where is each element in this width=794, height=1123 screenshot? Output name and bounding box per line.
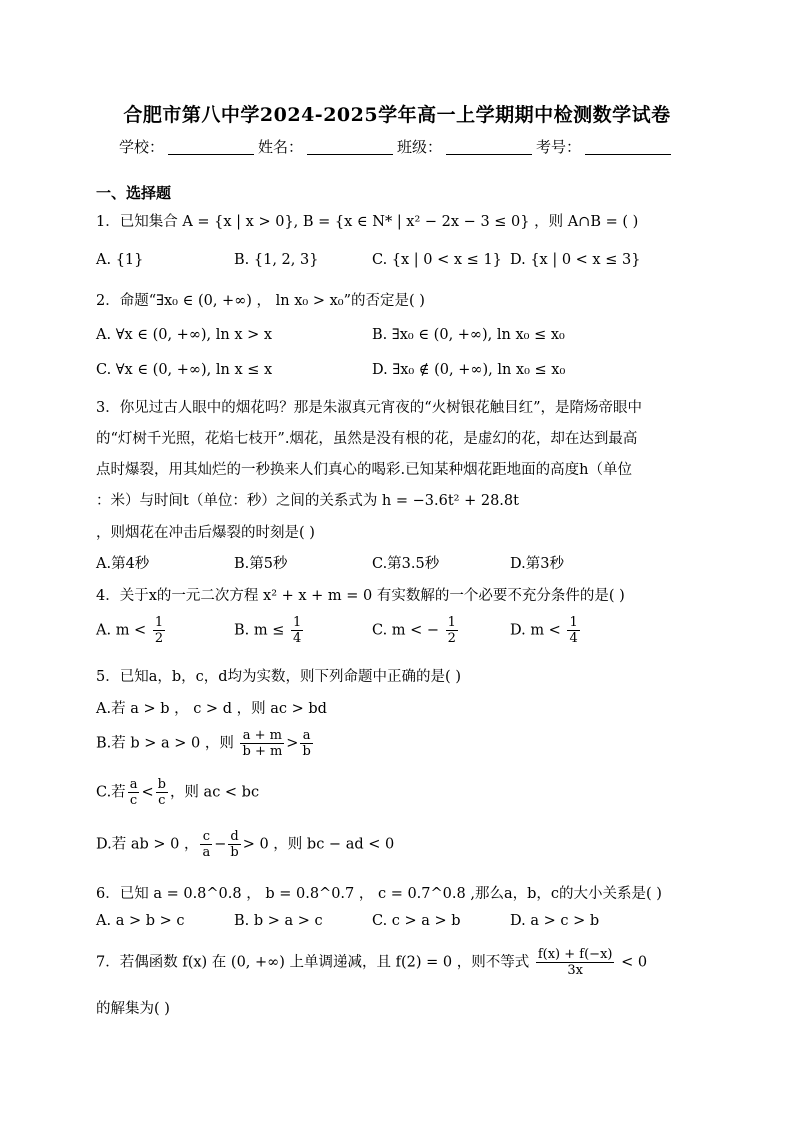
q2-stem: 2．命题“∃x₀ ∈ (0, +∞) ， ln x₀ > x₀”的否定是( ): [96, 293, 425, 309]
q5-b-operator: >: [286, 735, 299, 752]
q7-fraction: [536, 947, 615, 978]
q5-c-numerator-1: a: [129, 777, 138, 792]
school-blank: [168, 140, 254, 155]
q5-d-fraction-1: [200, 829, 212, 860]
q3-option-b: B.第5秒: [234, 556, 288, 572]
q5-b-denominator-2: b: [302, 744, 311, 759]
q4-b-fraction: [291, 615, 303, 646]
q4-option-a: [96, 615, 167, 646]
q3-line-2: 的“灯树千光照，花焰七枝开”.烟花，虽然是没有根的花，是虚幻的花，却在达到最高: [96, 431, 638, 447]
q2-option-a: A. ∀x ∈ (0, +∞), ln x > x: [96, 327, 273, 343]
q2-option-c: C. ∀x ∈ (0, +∞), ln x ≤ x: [96, 362, 273, 378]
student-info-row: [0, 136, 794, 157]
q3-option-d: D.第3秒: [510, 556, 564, 572]
q1-option-c: C. {x | 0 < x ≤ 1}: [372, 252, 502, 268]
q4-option-c: [372, 615, 460, 646]
q4-c-numerator: 1: [447, 615, 456, 630]
q7-line-2: 的解集为( ): [96, 1001, 170, 1017]
q5-d-fraction-2: [228, 829, 240, 860]
q4-a-denominator: 2: [154, 631, 164, 646]
q4-d-fraction: [567, 615, 579, 646]
q4-c-denominator: 2: [447, 631, 456, 646]
q5-d-numerator-2: d: [230, 829, 239, 844]
q5-c-suffix: ，则 ac < bc: [169, 784, 260, 801]
name-label: 姓名：: [257, 138, 303, 156]
class-label: 班级：: [397, 138, 443, 156]
q5-option-a: A.若 a > b ， c > d ，则 ac > bd: [96, 701, 327, 717]
q5-c-fraction-2: [156, 777, 168, 808]
name-blank: [307, 140, 393, 155]
q5-b-prefix: B.若 b > a > 0 ，则: [96, 735, 234, 752]
q1-option-b: B. {1, 2, 3}: [234, 252, 319, 268]
q4-c-fraction: [446, 615, 458, 646]
q5-option-b: [96, 728, 315, 759]
q5-b-denominator-1: b + m: [242, 744, 283, 759]
q6-option-c: C. c > a > b: [372, 913, 461, 929]
q2-option-d: D. ∃x₀ ∉ (0, +∞), ln x₀ ≤ x₀: [372, 362, 566, 378]
q4-a-numerator: 1: [154, 615, 164, 630]
q5-c-prefix: C.若: [96, 784, 126, 801]
q4-stem: 4．关于x的一元二次方程 x² + x + m = 0 有实数解的一个必要不充分条件的是( ): [96, 588, 625, 604]
q1-stem: 1．已知集合 A = {x | x > 0}, B = {x ∈ N* | x² − 2x − 3 ≤ 0} ，则 A∩B = ( ): [96, 214, 639, 230]
q5-d-denominator-1: a: [202, 845, 211, 860]
q5-b-fraction-1: [240, 728, 284, 759]
q4-b-denominator: 4: [293, 631, 302, 646]
q3-line-3: 点时爆裂，用其灿烂的一秒换来人们真心的喝彩.已知某种烟花距地面的高度h（单位: [96, 462, 632, 478]
q4-option-d: [510, 615, 582, 646]
q5-b-fraction-2: [300, 728, 312, 759]
q5-c-fraction-1: [128, 777, 140, 808]
q1-option-a: A. {1}: [96, 252, 144, 268]
number-blank: [585, 140, 671, 155]
q4-c-prefix: C. m < −: [372, 622, 440, 639]
q6-stem: 6．已知 a = 0.8^0.8 ， b = 0.8^0.7 ， c = 0.7^0.8 ,那么a，b，c的大小关系是( ): [96, 886, 662, 902]
q5-c-denominator-2: c: [158, 793, 166, 808]
q5-d-denominator-2: b: [230, 845, 239, 860]
q5-c-operator: <: [141, 784, 154, 801]
number-label: 考号：: [536, 138, 582, 156]
q3-line-4: ：米）与时间t（单位：秒）之间的关系式为 h = −3.6t² + 28.8t: [96, 493, 519, 509]
school-label: 学校：: [118, 138, 164, 156]
q4-a-prefix: A. m <: [96, 622, 147, 639]
q5-d-prefix: D.若 ab > 0 ，: [96, 836, 199, 853]
q4-a-fraction: [153, 615, 165, 646]
q5-b-numerator-1: a + m: [240, 728, 284, 744]
q5-c-denominator-1: c: [129, 793, 138, 808]
q5-option-c: [96, 777, 259, 808]
q1-option-d: D. {x | 0 < x ≤ 3}: [510, 252, 641, 268]
q5-d-operator: −: [214, 836, 227, 853]
q5-b-numerator-2: a: [300, 728, 312, 744]
q7-stem-prefix: 7．若偶函数 f(x) 在 (0, +∞) 上单调递减，且 f(2) = 0 ，则不等式: [96, 954, 530, 971]
q6-option-a: A. a > b > c: [96, 913, 185, 929]
q5-d-suffix: > 0 ，则 bc − ad < 0: [242, 836, 395, 853]
q3-line-1: 3．你见过古人眼中的烟花吗？那是朱淑真元宵夜的“火树银花触目红”，是隋炀帝眼中: [96, 400, 643, 416]
q5-stem: 5．已知a，b，c，d均为实数，则下列命题中正确的是( ): [96, 669, 461, 685]
exam-title: 合肥市第八中学2024-2025学年高一上学期期中检测数学试卷: [123, 104, 671, 126]
q3-option-a: A.第4秒: [96, 556, 150, 572]
q4-option-b: [234, 615, 305, 646]
class-blank: [446, 140, 532, 155]
q4-d-prefix: D. m <: [510, 622, 561, 639]
q4-b-prefix: B. m ≤: [234, 622, 285, 639]
q4-d-numerator: 1: [569, 615, 578, 630]
q7-stem-suffix: < 0: [621, 954, 648, 971]
q5-option-d: [96, 829, 394, 860]
q4-b-numerator: 1: [293, 615, 302, 630]
q4-d-denominator: 4: [569, 631, 578, 646]
q5-d-numerator-1: c: [200, 829, 212, 845]
q6-option-b: B. b > a > c: [234, 913, 323, 929]
section-heading: 一、选择题: [96, 184, 172, 202]
q3-option-c: C.第3.5秒: [372, 556, 440, 572]
q3-line-5: ，则烟花在冲击后爆裂的时刻是( ): [96, 525, 315, 541]
q2-option-b: B. ∃x₀ ∈ (0, +∞), ln x₀ ≤ x₀: [372, 327, 565, 343]
q7-denominator: 3x: [567, 963, 583, 978]
q5-c-numerator-2: b: [157, 777, 166, 792]
q7-stem: [96, 947, 647, 978]
q6-option-d: D. a > c > b: [510, 913, 600, 929]
q7-numerator: f(x) + f(−x): [537, 947, 613, 962]
